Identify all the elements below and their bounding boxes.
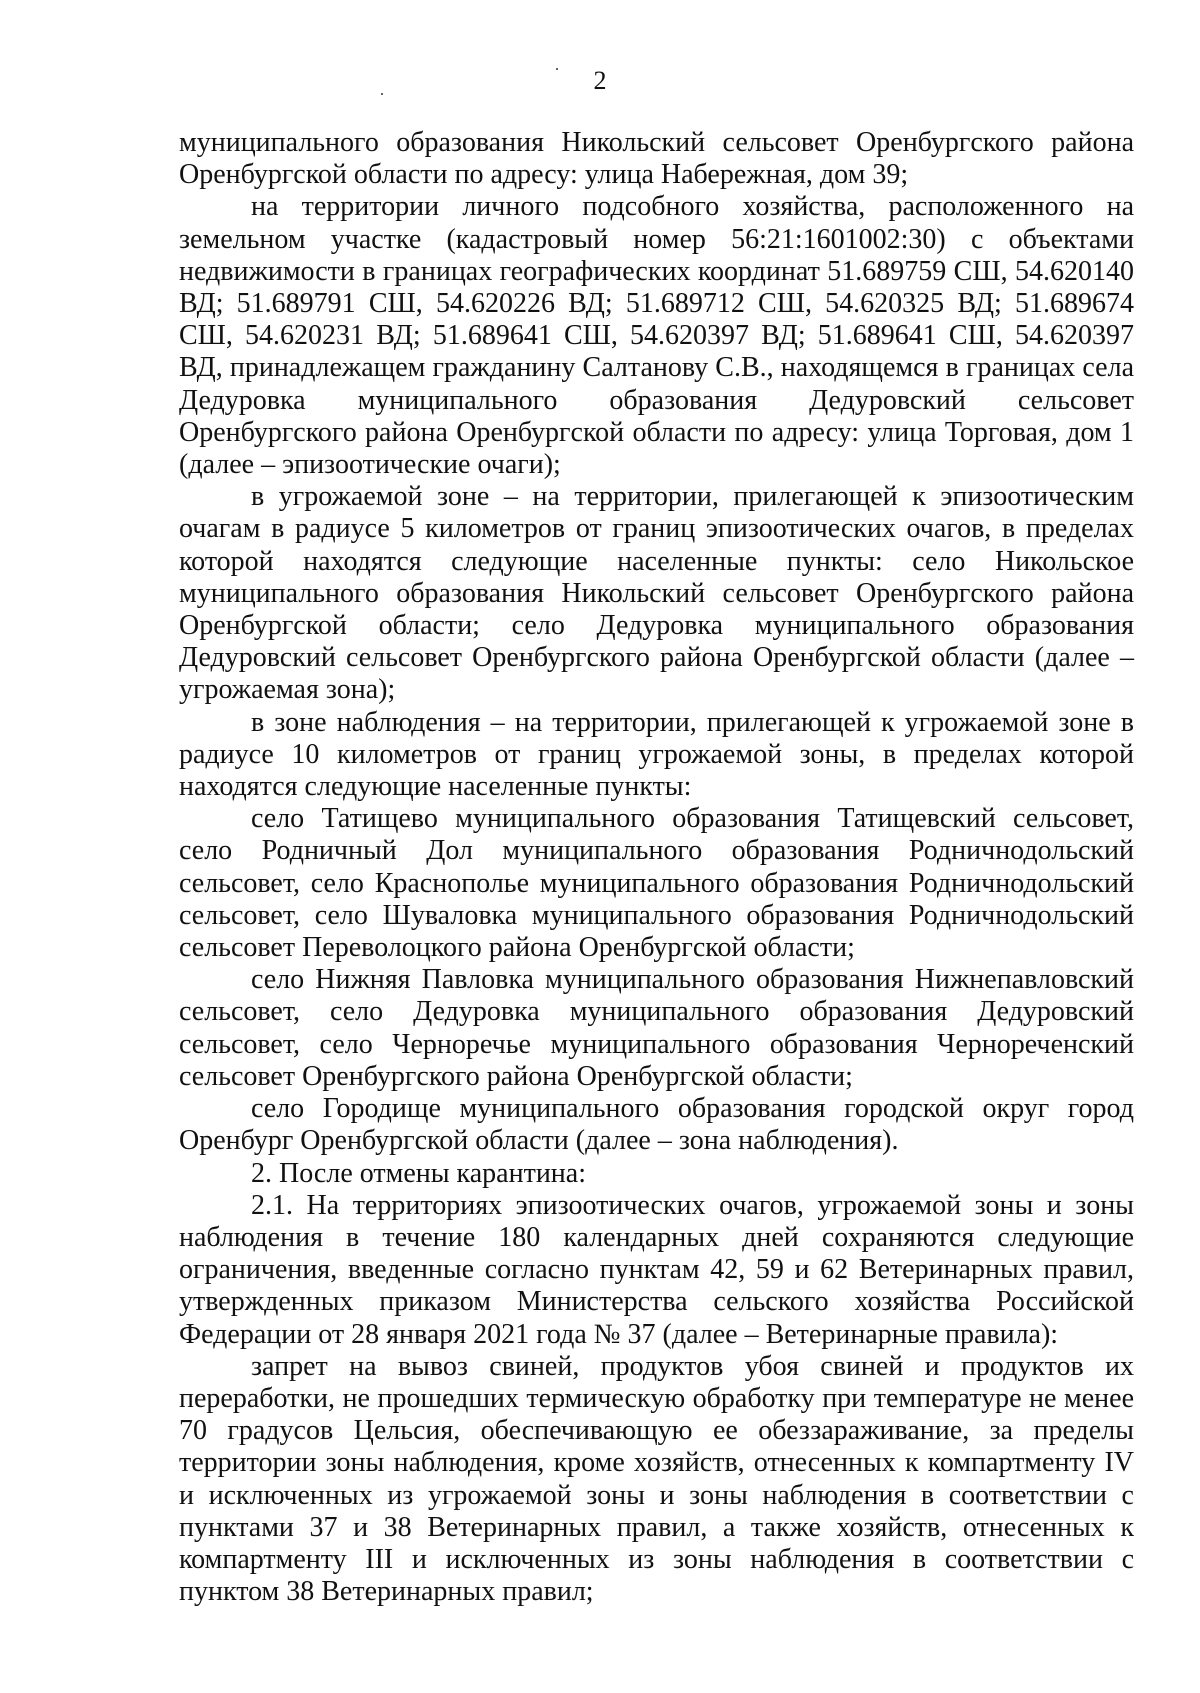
paragraph-continuation: муниципального образования Никольский сельсовет Оренбургского района Оренбургской области по адресу: улица Набережная, дом 39; xyxy=(179,127,1134,191)
paragraph-episootic-foci: на территории личного подсобного хозяйства, расположенного на земельном участке (кадастровый номер 56:21:1601002:30) с объектами недвижимости в границах географических координат 51.689759 СШ, 54.620140 ВД; 51.689791 СШ, 54.620226 ВД; 51.689712 СШ, 54.620325 ВД; 51.689674 СШ, 54.620231 ВД; 51.689641 СШ, 54.620397 ВД; 51.689641 СШ, 54.620397 ВД, принадлежащем гражданину Салтанову С.В., находящемся в границах села Дедуровка муниципального образования Дедуровский сельсовет Оренбургского района Оренбургской области по адресу: улица Торговая, дом 1 (далее – эпизоотические очаги); xyxy=(179,191,1134,481)
paragraph-threatened-zone: в угрожаемой зоне – на территории, прилегающей к эпизоотическим очагам в радиусе 5 километров от границ эпизоотических очагов, в пределах которой находятся следующие населенные пункты: село Никольское муниципального образования Никольский сельсовет Оренбургского района Оренбургской области; село Дедуровка муниципального образования Дедуровский сельсовет Оренбургского района Оренбургской области (далее – угрожаемая зона); xyxy=(179,481,1134,706)
paragraph-observation-zone: в зоне наблюдения – на территории, прилегающей к угрожаемой зоне в радиусе 10 километров от границ угрожаемой зоны, в пределах которой находятся следующие населенные пункты: xyxy=(179,706,1134,803)
page-number: 2 xyxy=(593,66,607,95)
document-body xyxy=(179,127,1134,1608)
scan-speck xyxy=(381,93,383,95)
paragraph-after-quarantine: 2. После отмены карантина: xyxy=(251,1157,586,1189)
paragraph-restrictions: 2.1. На территориях эпизоотических очагов, угрожаемой зоны и зоны наблюдения в течение 180 календарных дней сохраняются следующие ограничения, введенные согласно пунктам 42, 59 и 62 Ветеринарных правил, утвержденных приказом Министерства сельского хозяйства Российской Федерации от 28 января 2021 года № 37 (далее – Ветеринарные правила): xyxy=(179,1189,1134,1350)
paragraph-gorodishche: село Городище муниципального образования городской округ город Оренбург Оренбургской области (далее – зона наблюдения). xyxy=(179,1093,1134,1157)
scan-speck xyxy=(556,68,558,70)
paragraph-orenburg-villages: село Нижняя Павловка муниципального образования Нижнепавловский сельсовет, село Дедуровка муниципального образования Дедуровский сельсовет, село Черноречье муниципального образования Чернореченский сельсовет Оренбургского района Оренбургской области; xyxy=(179,964,1134,1092)
paragraph-export-ban: запрет на вывоз свиней, продуктов убоя свиней и продуктов их переработки, не прошедших термическую обработку при температуре не менее 70 градусов Цельсия, обеспечивающую ее обеззараживание, за пределы территории зоны наблюдения, кроме хозяйств, отнесенных к компартменту IV и исключенных из угрожаемой зоны и зоны наблюдения в соответствии с пунктами 37 и 38 Ветеринарных правил, а также хозяйств, отнесенных к компартменту III и исключенных из зоны наблюдения в соответствии с пунктом 38 Ветеринарных правил; xyxy=(179,1350,1134,1608)
paragraph-perevolotsky-villages: село Татищево муниципального образования Татищевский сельсовет, село Родничный Дол муниципального образования Родничнодольский сельсовет, село Краснополье муниципального образования Родничнодольский сельсовет, село Шуваловка муниципального образования Родничнодольский сельсовет Переволоцкого района Оренбургской области; xyxy=(179,803,1134,964)
